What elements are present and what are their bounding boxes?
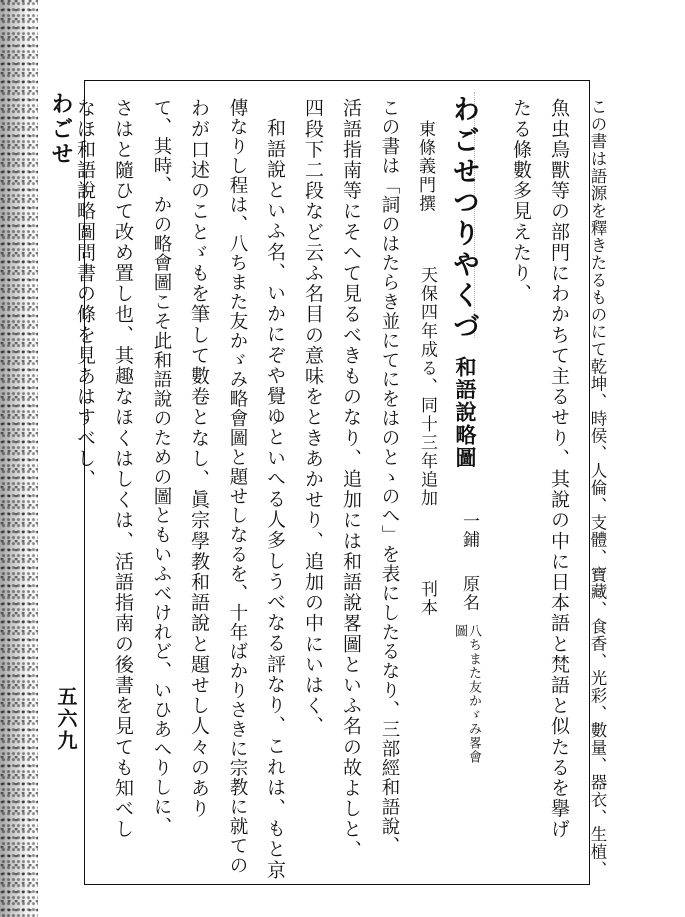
entry-body-line-9: なほ和語說略圖問書の條を見あはすべし、 bbox=[74, 98, 96, 490]
entry-body-line-6: わが口述のことゞもを筆して數卷となし、眞宗學教和語說と題せし人々のあり bbox=[188, 98, 210, 819]
entry-published: 刊本 bbox=[417, 580, 437, 618]
entry-headword: わごせつりやくづ bbox=[448, 95, 479, 343]
scan-edge-shading bbox=[0, 0, 38, 917]
entry-count: 一鋪 bbox=[459, 512, 479, 550]
entry-author: 東條義門撰 bbox=[415, 120, 435, 213]
prev-entry-line-2: 魚虫鳥獸等の部門にわかちて主るせり、其說の中に日本語と梵語と似たるを擧げ bbox=[548, 98, 570, 840]
entry-body-line-8: さはと隨ひて改め置し也、其趣なほくはしくは、活語指南の後書を見ても知べし bbox=[112, 98, 134, 840]
page-number: 五六九 bbox=[54, 686, 78, 752]
entry-date-note: 天保四年成る、同十三年追加 bbox=[417, 266, 437, 508]
entry-body-line-5: 傳なりし程は、八ちまた友かゞみ略會圖と題せしなるを、十年ばかりさきに宗教に就ての bbox=[227, 98, 248, 875]
entry-title: 和語說略圖 bbox=[453, 356, 478, 469]
original-name-label: 原名 bbox=[459, 575, 479, 613]
entry-body-line-1: この書は「詞のはたらき並にてにをはのとゝのへ」を表にしたるなり、三部經和語說、 bbox=[379, 98, 400, 856]
entry-body-line-4: 和語說といふ名、いかにぞや覺ゆといへる人多しうべなる評なり、これは、もと京 bbox=[264, 118, 286, 881]
entry-body-line-2: 活語指南等にそへて見るべきものなり、追加には和語說畧圖といふ名の故よしと、 bbox=[340, 98, 362, 861]
entry-body-line-3: 四段下二段など云ふ名目の意味をときあかせり、追加の中にいはく、 bbox=[302, 98, 324, 737]
running-head: わごせ bbox=[48, 92, 74, 167]
prev-entry-line-3: たる條數多見えたり、 bbox=[510, 98, 532, 304]
entry-body-line-7: て、其時、かの略會圖こそ此和語說のための圖ともいふべけれど、いひあへりしに、 bbox=[151, 98, 172, 837]
prev-entry-line-1: この書は語源を釋きたるものにて乾坤、時侯、人倫、支體、寶藏、食香、光彩、數量、器衣、生植、 bbox=[588, 98, 607, 878]
original-name: 八ちまた友かゞみ畧會圖 bbox=[452, 624, 481, 764]
